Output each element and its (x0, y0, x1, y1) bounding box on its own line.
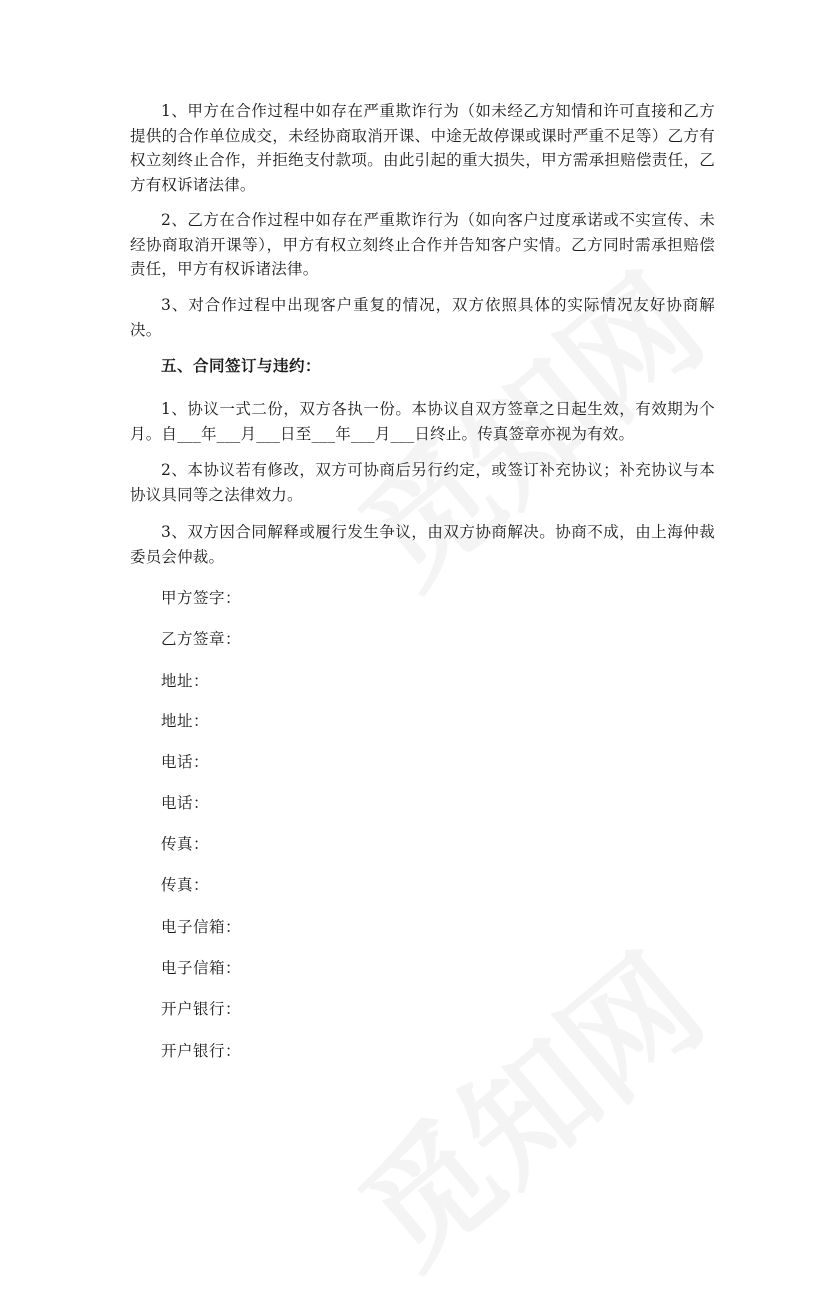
signature-field: 电话： (161, 753, 210, 771)
signature-field: 开户银行： (161, 1042, 242, 1060)
signature-field: 开户银行： (161, 1000, 242, 1018)
signature-field: 地址： (161, 672, 210, 690)
signature-field: 乙方签章： (161, 630, 242, 648)
signature-field: 甲方签字： (161, 589, 242, 607)
signature-field: 电子信箱： (161, 959, 242, 977)
clause-paragraph: 3、对合作过程中出现客户重复的情况，双方依照具体的实际情况友好协商解决。 (130, 296, 715, 339)
signature-field: 传真： (161, 876, 210, 894)
signature-field: 电话： (161, 794, 210, 812)
clause-paragraph: 2、本协议若有修改，双方可协商后另行约定，或签订补充协议；补充协议与本协议具同等之法律效力。 (130, 461, 715, 504)
signature-field: 传真： (161, 835, 210, 853)
clause-paragraph: 3、双方因合同解释或履行发生争议，由双方协商解决。协商不成，由上海仲裁委员会仲裁。 (130, 523, 715, 566)
section-heading: 五、合同签订与违约： (161, 356, 322, 375)
clause-paragraph: 1、甲方在合作过程中如存在严重欺诈行为（如未经乙方知情和许可直接和乙方提供的合作单位成交，未经协商取消开课、中途无故停课或课时严重不足等）乙方有权立刻终止合作，并拒绝支付款项。由此引起的重大损失，甲方需承担赔偿责任，乙方有权诉诸法律。 (130, 102, 715, 194)
signature-field: 电子信箱： (161, 918, 242, 936)
watermark (316, 907, 735, 1300)
clause-paragraph: 1、协议一式二份，双方各执一份。本协议自双方签章之日起生效，有效期为个月。自___年___月___日至___年___月___日终止。传真签章亦视为有效。 (130, 400, 715, 443)
signature-field: 地址： (161, 712, 210, 730)
clause-paragraph: 2、乙方在合作过程中如存在严重欺诈行为（如向客户过度承诺或不实宣传、未经协商取消开课等），甲方有权立刻终止合作并告知客户实情。乙方同时需承担赔偿责任，甲方有权诉诸法律。 (130, 211, 715, 278)
